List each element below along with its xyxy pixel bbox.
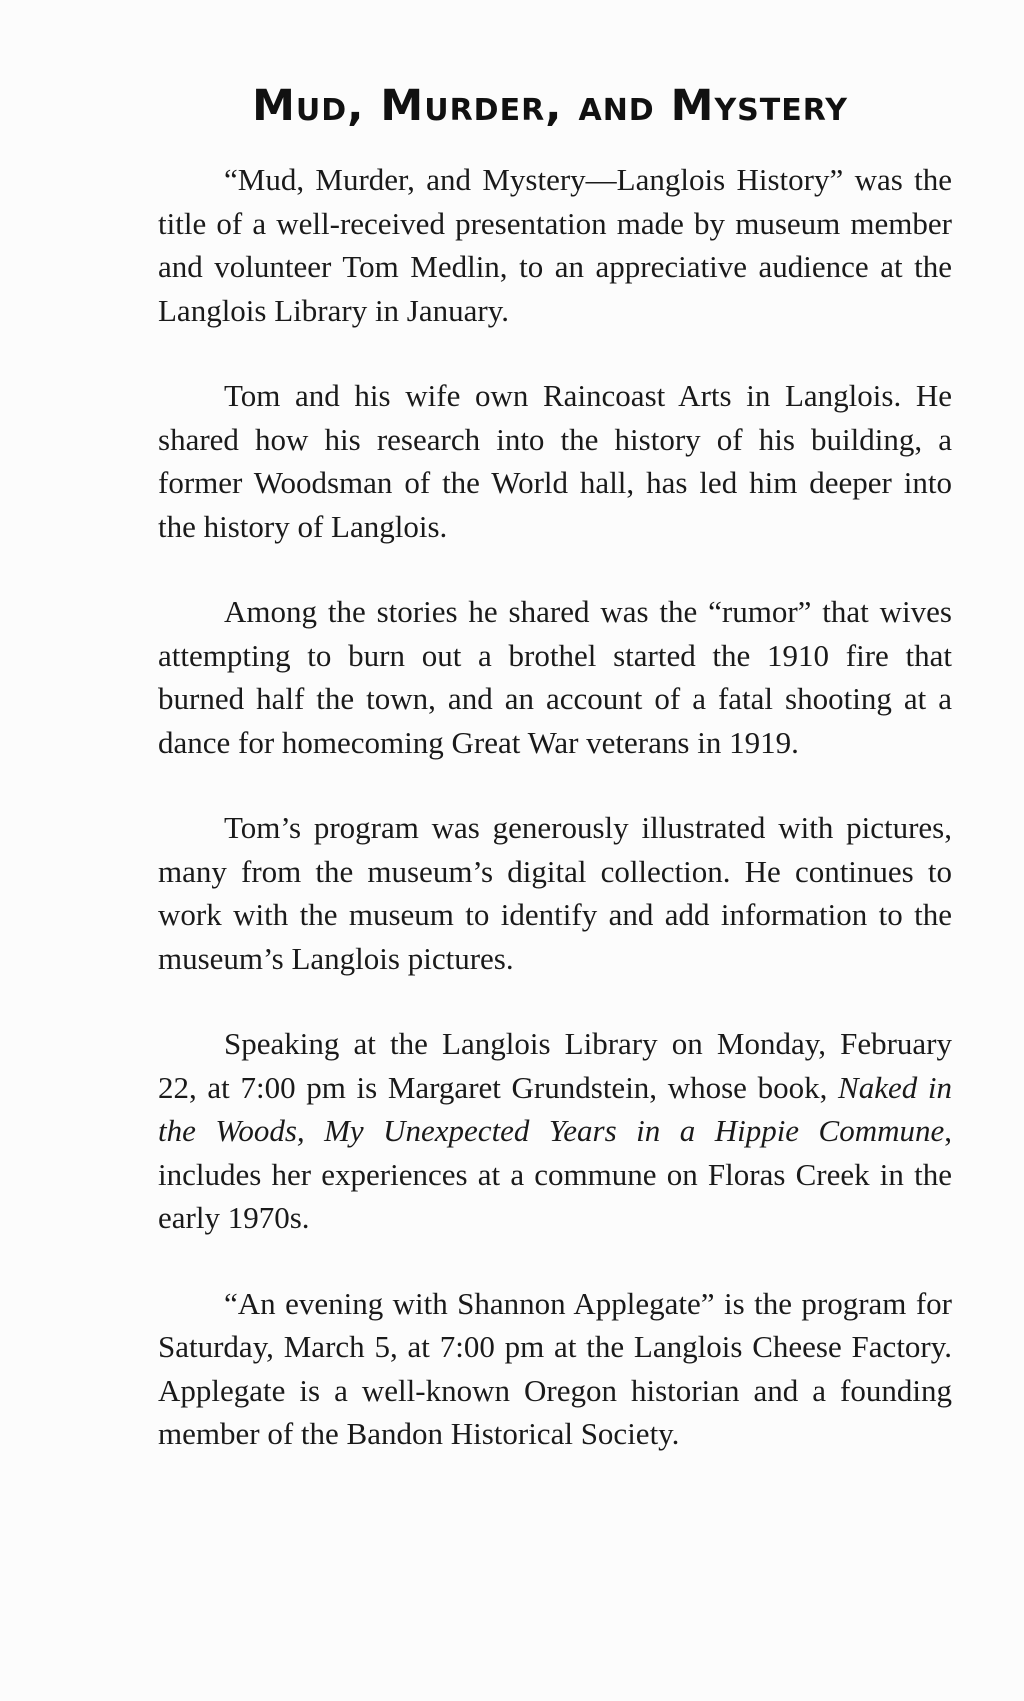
article-title: Mud, Murder, and Mystery: [252, 81, 848, 131]
paragraph-raincoast-arts: Tom and his wife own Raincoast Arts in Langlois. He shared how his research into the history of his building, a former Woodsman of the World hall, has led him deeper into the history of Langlois.: [158, 378, 952, 544]
book-title: Naked in the Woods, My Unexpected Years in a Hippie Commune: [158, 1069, 952, 1148]
paragraph-program-pictures: Tom’s program was generously illustrated with pictures, many from the museum’s digital collection. He continues to work with the museum to identify and add information to the museum’s Langlois pictures.: [158, 810, 952, 976]
paragraph-upcoming-speaker: [158, 1022, 952, 1240]
paragraph-stories: Among the stories he shared was the “rumor” that wives attempting to burn out a brothel started the 1910 fire that burned half the town, and an account of a fatal shooting at a dance for homecoming Great War veterans in 1919.: [158, 594, 952, 760]
paragraph-presentation: “Mud, Murder, and Mystery—Langlois History” was the title of a well-received presentation made by museum member and volunteer Tom Medlin, to an appreciative audience at the Langlois Library in January.: [158, 162, 952, 328]
speaker-text-before: Speaking at the Langlois Library on Monday, February 22, at 7:00 pm is Margaret Grundstein, whose book,: [158, 1026, 952, 1105]
paragraph-applegate-evening: “An evening with Shannon Applegate” is the program for Saturday, March 5, at 7:00 pm at the Langlois Cheese Factory. Applegate is a well-known Oregon historian and a founding member of the Bandon Historical Society.: [158, 1285, 952, 1451]
article-body: [158, 158, 952, 1456]
speaker-text-after: , includes her experiences at a commune on Floras Creek in the early 1970s.: [158, 1113, 952, 1235]
